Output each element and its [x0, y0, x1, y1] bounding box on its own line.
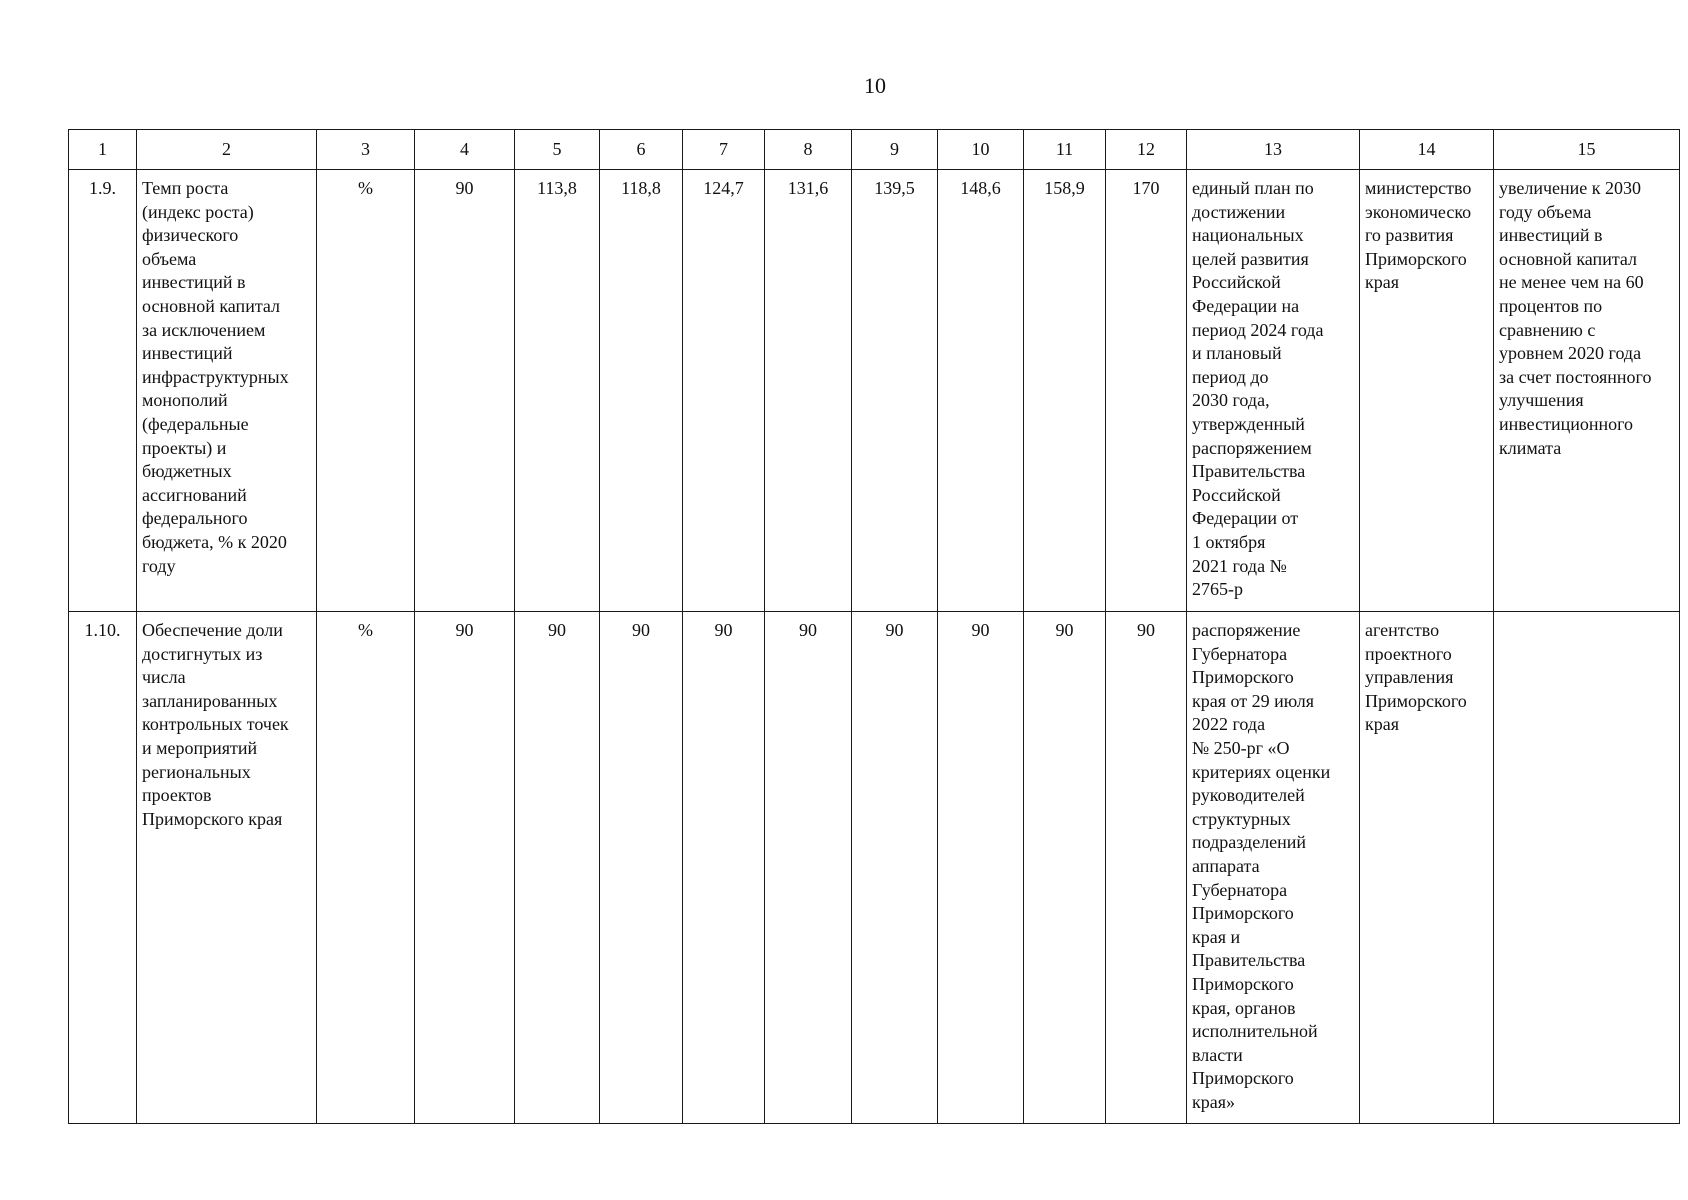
column-header: 14	[1360, 130, 1494, 170]
responsible-cell: агентство проектного управления Приморского края	[1360, 612, 1494, 1124]
responsible-cell: министерство экономическо го развития Приморского края	[1360, 170, 1494, 612]
column-header: 10	[938, 130, 1024, 170]
column-header: 9	[852, 130, 938, 170]
column-header: 11	[1024, 130, 1106, 170]
indicator-name-cell: Темп роста (индекс роста) физического объема инвестиций в основной капитал за исключением инвестиций инфраструктурных монополий (федеральные проекты) и бюджетных ассигнований федерального бюджета, % к 2020 году	[137, 170, 317, 612]
column-header: 12	[1106, 130, 1187, 170]
column-header: 7	[683, 130, 765, 170]
value-cell: 90	[938, 612, 1024, 1124]
column-header: 4	[415, 130, 515, 170]
note-cell: увеличение к 2030 году объема инвестиций в основной капитал не менее чем на 60 процентов по сравнению с уровнем 2020 года за счет постоянного улучшения инвестиционного климата	[1494, 170, 1680, 612]
column-header: 8	[765, 130, 852, 170]
table-row	[69, 612, 1680, 1124]
value-cell: 124,7	[683, 170, 765, 612]
value-cell: 158,9	[1024, 170, 1106, 612]
column-header: 6	[600, 130, 683, 170]
value-cell: 148,6	[938, 170, 1024, 612]
column-header: 1	[69, 130, 137, 170]
value-cell: 170	[1106, 170, 1187, 612]
value-cell: 131,6	[765, 170, 852, 612]
column-header: 5	[515, 130, 600, 170]
value-cell: 90	[415, 612, 515, 1124]
value-cell: 90	[683, 612, 765, 1124]
table-row	[69, 170, 1680, 612]
column-header: 13	[1187, 130, 1360, 170]
column-header: 15	[1494, 130, 1680, 170]
value-cell: 90	[765, 612, 852, 1124]
value-cell: 90	[600, 612, 683, 1124]
row-number-cell: 1.9.	[69, 170, 137, 612]
value-cell: 90	[515, 612, 600, 1124]
value-cell: 118,8	[600, 170, 683, 612]
document-cell: единый план по достижении национальных целей развития Российской Федерации на период 2024 года и плановый период до 2030 года, утвержденный распоряжением Правительства Российской Федерации от 1 октября 2021 года № 2765-р	[1187, 170, 1360, 612]
column-header: 2	[137, 130, 317, 170]
unit-cell: %	[317, 170, 415, 612]
row-number-cell: 1.10.	[69, 612, 137, 1124]
indicators-table	[68, 129, 1680, 1124]
value-cell: 90	[415, 170, 515, 612]
value-cell: 90	[1106, 612, 1187, 1124]
indicator-name-cell: Обеспечение доли достигнутых из числа запланированных контрольных точек и мероприятий региональных проектов Приморского края	[137, 612, 317, 1124]
page-number: 10	[864, 73, 886, 98]
unit-cell: %	[317, 612, 415, 1124]
value-cell: 113,8	[515, 170, 600, 612]
note-cell	[1494, 612, 1680, 1124]
value-cell: 90	[1024, 612, 1106, 1124]
header-row	[69, 130, 1680, 170]
document-cell: распоряжение Губернатора Приморского края от 29 июля 2022 года № 250-рг «О критериях оценки руководителей структурных подразделений аппарата Губернатора Приморского края и Правительства Приморского края, органов исполнительной власти Приморского края»	[1187, 612, 1360, 1124]
column-header: 3	[317, 130, 415, 170]
value-cell: 139,5	[852, 170, 938, 612]
value-cell: 90	[852, 612, 938, 1124]
